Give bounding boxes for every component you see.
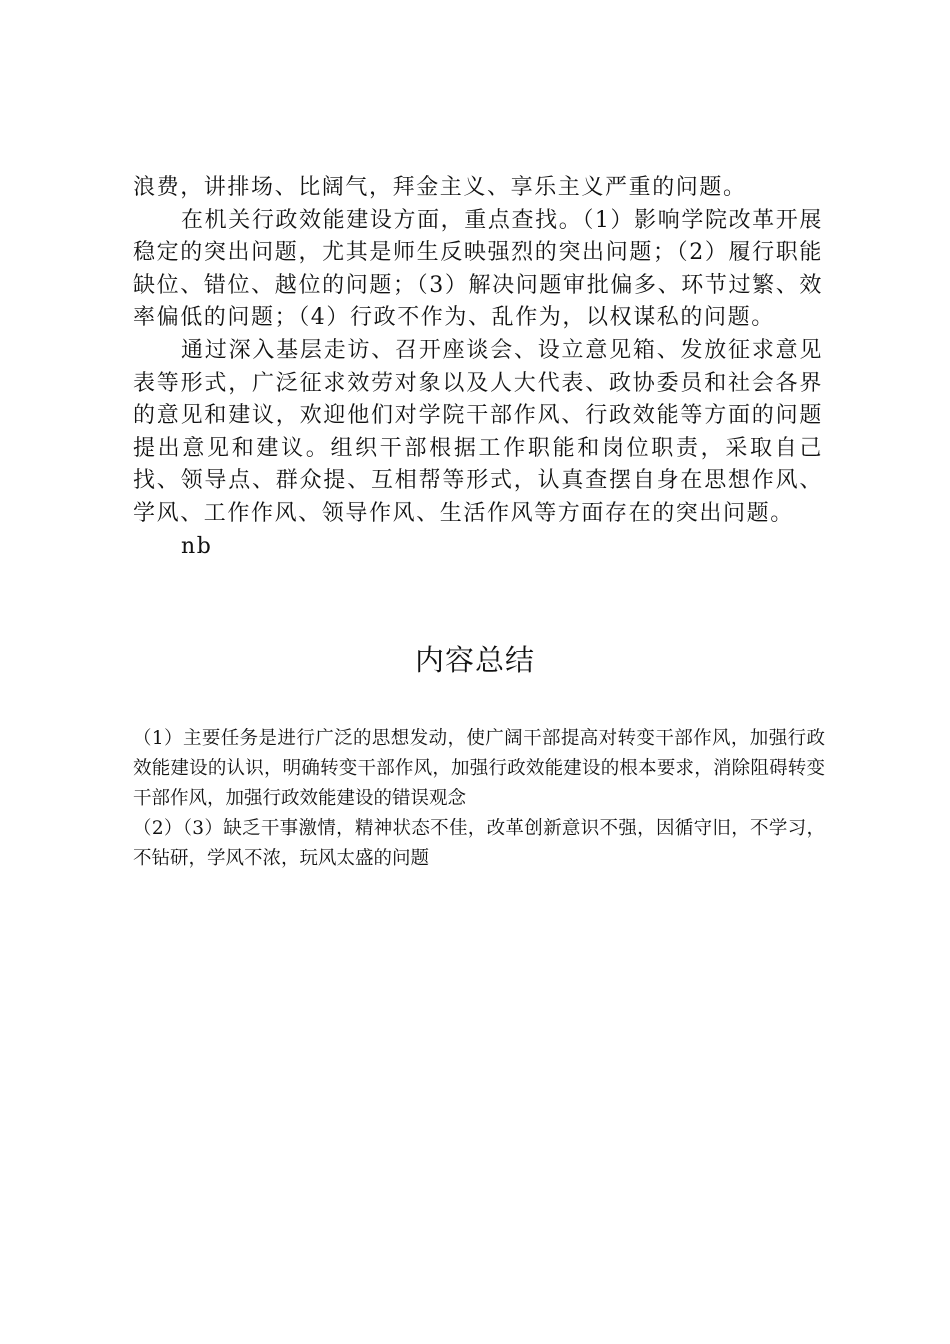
- paragraph-continuation: 浪费，讲排场、比阔气，拜金主义、享乐主义严重的问题。: [133, 175, 747, 200]
- summary-title: 内容总结: [414, 643, 535, 677]
- paragraph-methods: 通过深入基层走访、召开座谈会、设立意见箱、发放征求意见表等形式，广泛征求效劳对象以及人大代表、政协委员和社会各界的意见和建议，欢迎他们对学院干部作风、行政效能等方面的问题提出意见和建议。组织干部根据工作职能和岗位职责，采取自己找、领导点、群众提、互相帮等形式，认真查摆自身在思想作风、学风、工作作风、领导作风、生活作风等方面存在的突出问题。: [133, 337, 823, 526]
- paragraph-efficiency-check: 在机关行政效能建设方面，重点查找。（1）影响学院改革开展稳定的突出问题，尤其是师生反映强烈的突出问题；（2）履行职能缺位、错位、越位的问题；（3）解决问题审批偏多、环节过繁、效率偏低的问题；（4）行政不作为、乱作为，以权谋私的问题。: [133, 207, 823, 331]
- summary-item-2: （2）（3）缺乏干事激情，精神状态不佳，改革创新意识不强，因循守旧，不学习，不钻研，学风不浓，玩风太盛的问题: [133, 818, 825, 869]
- summary-section: [133, 724, 825, 874]
- summary-item-1: （1）主要任务是进行广泛的思想发动，使广阔干部提高对转变干部作风，加强行政效能建设的认识，明确转变干部作风，加强行政效能建设的根本要求，消除阻碍转变干部作风，加强行政效能建设的错误观念: [133, 728, 825, 809]
- stray-text: nb: [181, 533, 213, 559]
- document-body: [133, 172, 823, 563]
